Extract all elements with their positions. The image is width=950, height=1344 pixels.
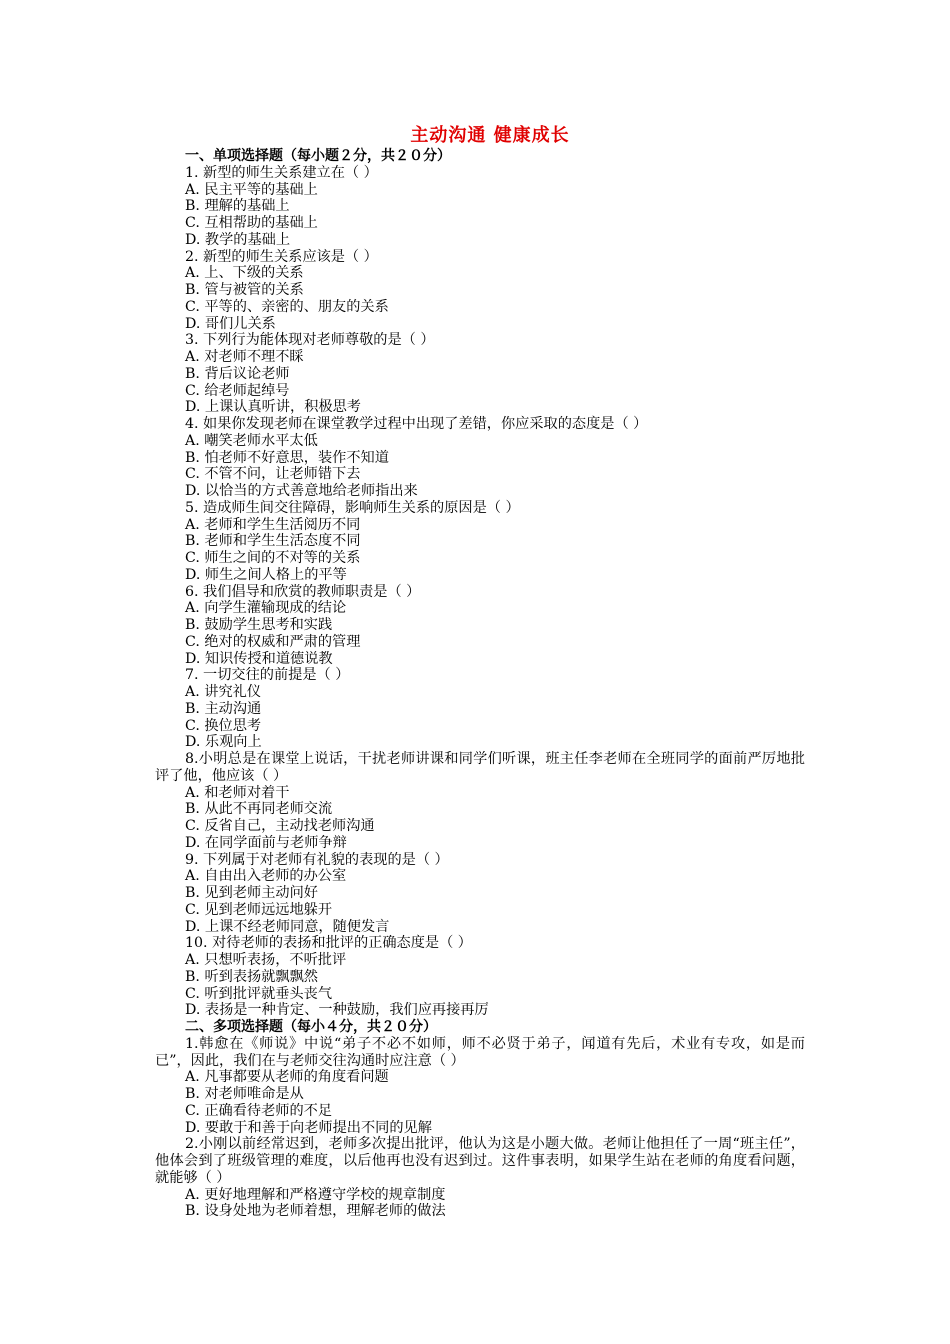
answer-option: A. 更好地理解和严格遵守学校的规章制度 <box>185 1186 446 1203</box>
answer-option: B. 怕老师不好意思，装作不知道 <box>185 449 389 466</box>
answer-option: A. 民主平等的基础上 <box>185 181 318 198</box>
answer-option: B. 设身处地为老师着想，理解老师的做法 <box>185 1203 446 1220</box>
question-stem: 7. 一切交往的前提是（ ） <box>185 667 350 684</box>
document-body <box>155 148 805 1220</box>
answer-option: A. 凡事都要从老师的角度看问题 <box>185 1069 389 1086</box>
answer-option: C. 绝对的权威和严肃的管理 <box>185 633 361 650</box>
answer-option: B. 鼓励学生思考和实践 <box>185 617 333 633</box>
answer-option: B. 管与被管的关系 <box>185 282 304 298</box>
answer-option: B. 见到老师主动问好 <box>185 885 318 901</box>
answer-option: B. 从此不再同老师交流 <box>185 801 333 818</box>
answer-option: D. 在同学面前与老师争辩 <box>185 834 347 851</box>
answer-option: C. 正确看待老师的不足 <box>185 1102 333 1119</box>
answer-option: B. 理解的基础上 <box>185 198 290 215</box>
answer-option: A. 和老师对着干 <box>185 784 290 801</box>
document-title: 主动沟通 健康成长 <box>410 125 570 146</box>
question-stem: 8.小明总是在课堂上说话，干扰老师讲课和同学们听课，班主任李老师在全班同学的面前严厉地批评了他，他应该（ ） <box>155 751 805 784</box>
answer-option: A. 讲究礼仪 <box>185 684 262 700</box>
answer-option: A. 只想听表扬，不听批评 <box>185 952 347 968</box>
answer-option: B. 主动沟通 <box>185 700 262 717</box>
section-heading: 二、多项选择题（每小４分，共２０分） <box>185 1019 437 1035</box>
answer-option: D. 师生之间人格上的平等 <box>185 566 347 583</box>
answer-option: C. 平等的、亲密的、朋友的关系 <box>185 298 389 315</box>
question-stem: 10. 对待老师的表扬和批评的正确态度是（ ） <box>185 935 472 952</box>
question-stem: 2.小刚以前经常迟到，老师多次提出批评，他认为这是小题大做。老师让他担任了一周“班主任”，他体会到了班级管理的难度，以后他再也没有迟到过。这件事表明，如果学生站在老师的角度看问题，就能够（ ） <box>155 1136 805 1186</box>
answer-option: A. 嘲笑老师水平太低 <box>185 432 318 449</box>
answer-option: B. 听到表扬就飘飘然 <box>185 968 318 985</box>
question-stem: 2. 新型的师生关系应该是（ ） <box>185 248 378 265</box>
question-stem: 9. 下列属于对老师有礼貌的表现的是（ ） <box>185 851 449 868</box>
answer-option: D. 哥们儿关系 <box>185 315 276 332</box>
answer-option: D. 表扬是一种肯定、一种鼓励，我们应再接再厉 <box>185 1002 489 1019</box>
question-stem: 3. 下列行为能体现对老师尊敬的是（ ） <box>185 332 435 349</box>
question-stem: 5. 造成师生间交往障碍，影响师生关系的原因是（ ） <box>185 499 520 516</box>
answer-option: C. 给老师起绰号 <box>185 382 290 399</box>
answer-option: D. 知识传授和道德说教 <box>185 650 333 667</box>
answer-option: B. 背后议论老师 <box>185 365 290 382</box>
answer-option: C. 不管不问，让老师错下去 <box>185 466 361 483</box>
question-stem: 1.韩愈在《师说》中说“弟子不必不如师，师不必贤于弟子，闻道有先后，术业有专攻，如是而已”，因此，我们在与老师交往沟通时应注意（ ） <box>155 1035 805 1069</box>
answer-option: D. 乐观向上 <box>185 734 262 751</box>
question-stem: 1. 新型的师生关系建立在（ ） <box>185 164 378 181</box>
answer-option: C. 师生之间的不对等的关系 <box>185 550 361 566</box>
answer-option: A. 老师和学生生活阅历不同 <box>185 516 361 533</box>
section-heading: 一、单项选择题（每小题２分，共２０分） <box>185 148 451 164</box>
answer-option: A. 向学生灌输现成的结论 <box>185 600 347 617</box>
answer-option: D. 上课认真听讲，积极思考 <box>185 399 361 416</box>
answer-option: A. 上、下级的关系 <box>185 265 304 282</box>
answer-option: C. 听到批评就垂头丧气 <box>185 985 333 1002</box>
question-stem: 4. 如果你发现老师在课堂教学过程中出现了差错，你应采取的态度是（ ） <box>185 416 648 432</box>
answer-option: D. 以恰当的方式善意地给老师指出来 <box>185 483 418 499</box>
answer-option: D. 上课不经老师同意，随便发言 <box>185 918 390 935</box>
document-page <box>155 124 805 1220</box>
answer-option: B. 对老师唯命是从 <box>185 1086 304 1102</box>
answer-option: D. 要敢于和善于向老师提出不同的见解 <box>185 1119 432 1136</box>
answer-option: A. 对老师不理不睬 <box>185 349 304 365</box>
answer-option: C. 互相帮助的基础上 <box>185 215 318 231</box>
answer-option: A. 自由出入老师的办公室 <box>185 868 347 885</box>
answer-option: C. 见到老师远远地躲开 <box>185 901 333 918</box>
answer-option: C. 换位思考 <box>185 717 262 734</box>
question-stem: 6. 我们倡导和欣赏的教师职责是（ ） <box>185 583 421 600</box>
answer-option: C. 反省自己，主动找老师沟通 <box>185 818 375 834</box>
answer-option: B. 老师和学生生活态度不同 <box>185 533 361 550</box>
answer-option: D. 教学的基础上 <box>185 231 291 248</box>
